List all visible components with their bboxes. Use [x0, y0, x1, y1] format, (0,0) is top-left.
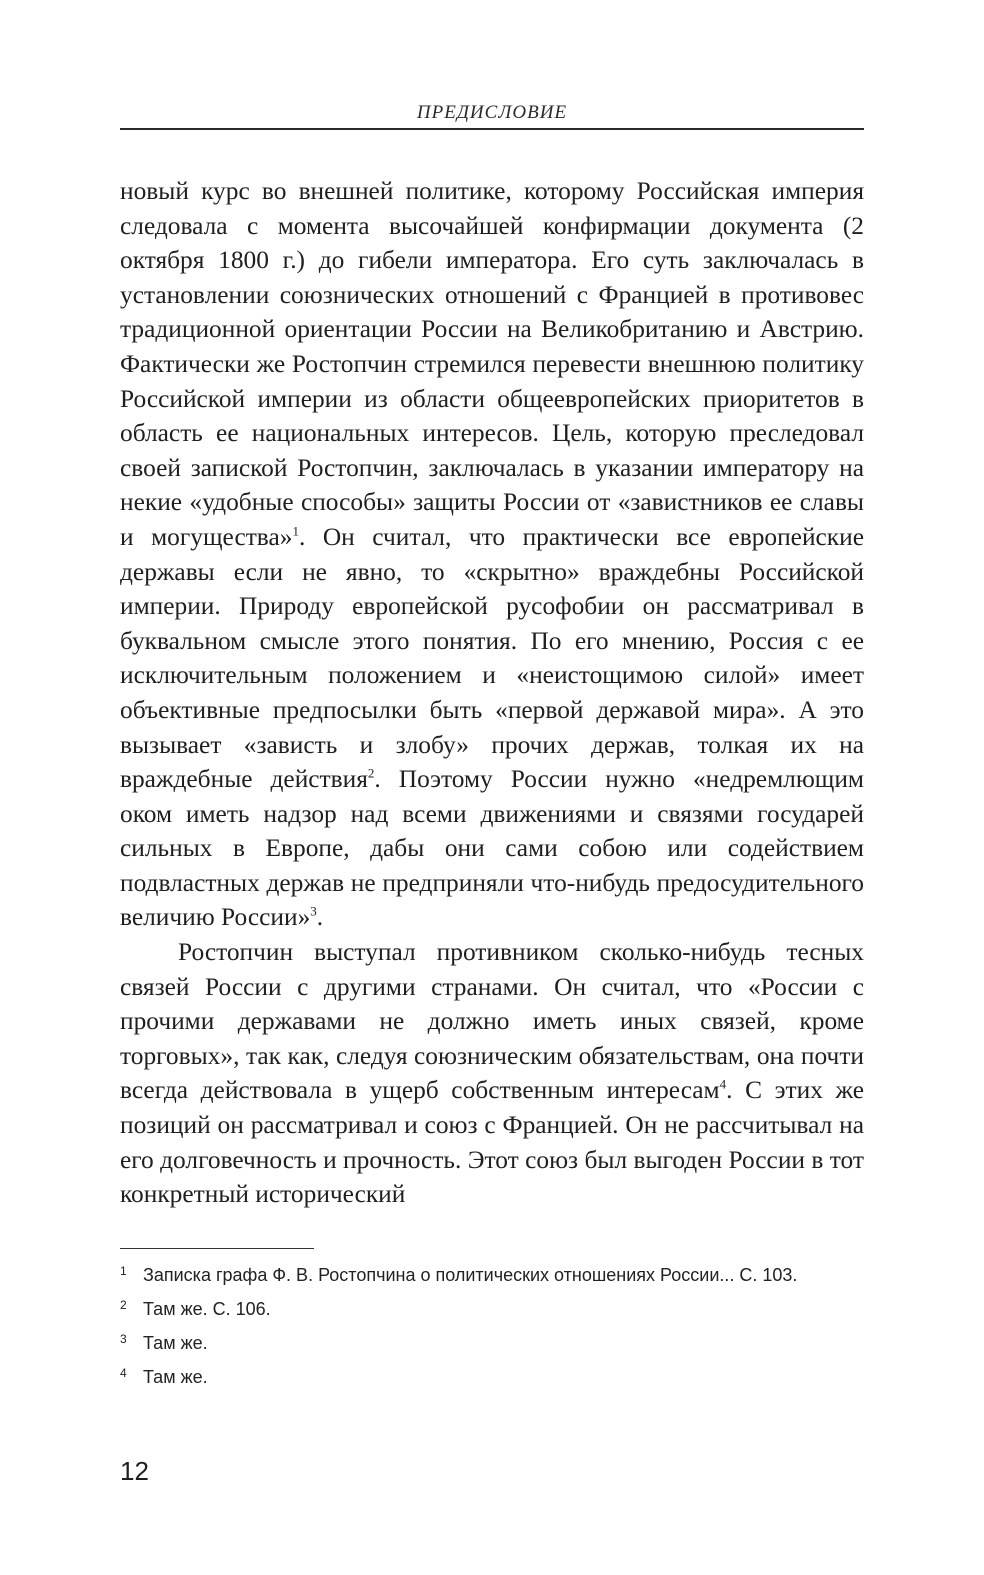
footnote-text: Там же. С. 106. [143, 1299, 271, 1319]
footnote-ref-3: 3 [310, 904, 317, 919]
running-head: ПРЕДИСЛОВИЕ [416, 102, 568, 123]
footnote-ref-1: 1 [292, 523, 299, 539]
footnote-2 [120, 1296, 864, 1322]
text-run: . С этих же позиций он рассматривал и союз с Францией. Он не рассчитывал на его долговечность и прочность. Этот союз был выгоден России в тот конкретный исторический [120, 1076, 864, 1209]
paragraph-1 [120, 174, 864, 935]
footnote-text: Там же. [143, 1367, 208, 1387]
paragraph-2 [120, 935, 864, 1212]
footnote-ref-2: 2 [367, 765, 375, 781]
text-run: новый курс во внешней политике, которому Российская империя следовала с момента высочайшей конфирмации документа (2 октября 1800 г.) до гибели императора. Его суть заключалась в установлении союзнических отношений с Францией в противовес традиционной ориентации России на Великобританию и Австрию. Фактически же Ростопчин стремился перевести внешнюю политику Российской империи из области общеевропейских приоритетов в область ее национальных интересов. Цель, которую преследовал своей запиской Ростопчин, заключалась в указании императору на некие «удобные способы» защиты России от «завистников ее славы и могущества» [120, 177, 864, 551]
footnote-text: Там же. [143, 1333, 208, 1353]
footnote-text: Записка графа Ф. В. Ростопчина о политических отношениях России... С. 103. [143, 1265, 798, 1285]
footnote-rule [120, 1248, 314, 1249]
text-run: . Поэтому России нужно «недремлющим оком иметь надзор над всеми движениями и связями государей сильных в Европе, дабы они сами собою или содействием подвластных держав не предприняли что-нибудь предосудительного величию России» [120, 765, 864, 932]
footnote-1 [120, 1262, 864, 1288]
footnote-3 [120, 1330, 864, 1356]
text-run: . Он считал, что практически все европейские державы если не явно, то «скрытно» враждебны Российской империи. Природу европейской русофобии он рассматривал в буквальном смысле этого понятия. По его мнению, Россия с ее исключительным положением и «неистощимою силой» имеет объективные предпосылки быть «первой державой мира». А это вызывает «зависть и злобу» прочих держав, толкая их на враждебные действия [120, 522, 864, 794]
footnote-ref-4: 4 [719, 1076, 727, 1092]
footnote-number: 3 [120, 1332, 127, 1346]
header-rule [120, 128, 864, 130]
footnote-number: 1 [120, 1264, 127, 1278]
footnote-4 [120, 1364, 864, 1390]
footnote-number: 2 [120, 1298, 127, 1312]
text-run: Ростопчин выступал противником сколько-нибудь тесных связей России с другими странами. Он считал, что «России с прочими державами не должно иметь иных связей, кроме торговых», так как, следуя союзническим обязательствам, она почти всегда действовала в ущерб собственным интересам [120, 938, 864, 1105]
body-text [120, 174, 864, 1212]
footnote-number: 4 [120, 1366, 127, 1380]
footnotes [120, 1262, 864, 1398]
page-number: 12 [120, 1456, 149, 1486]
text-run: . [316, 903, 324, 932]
